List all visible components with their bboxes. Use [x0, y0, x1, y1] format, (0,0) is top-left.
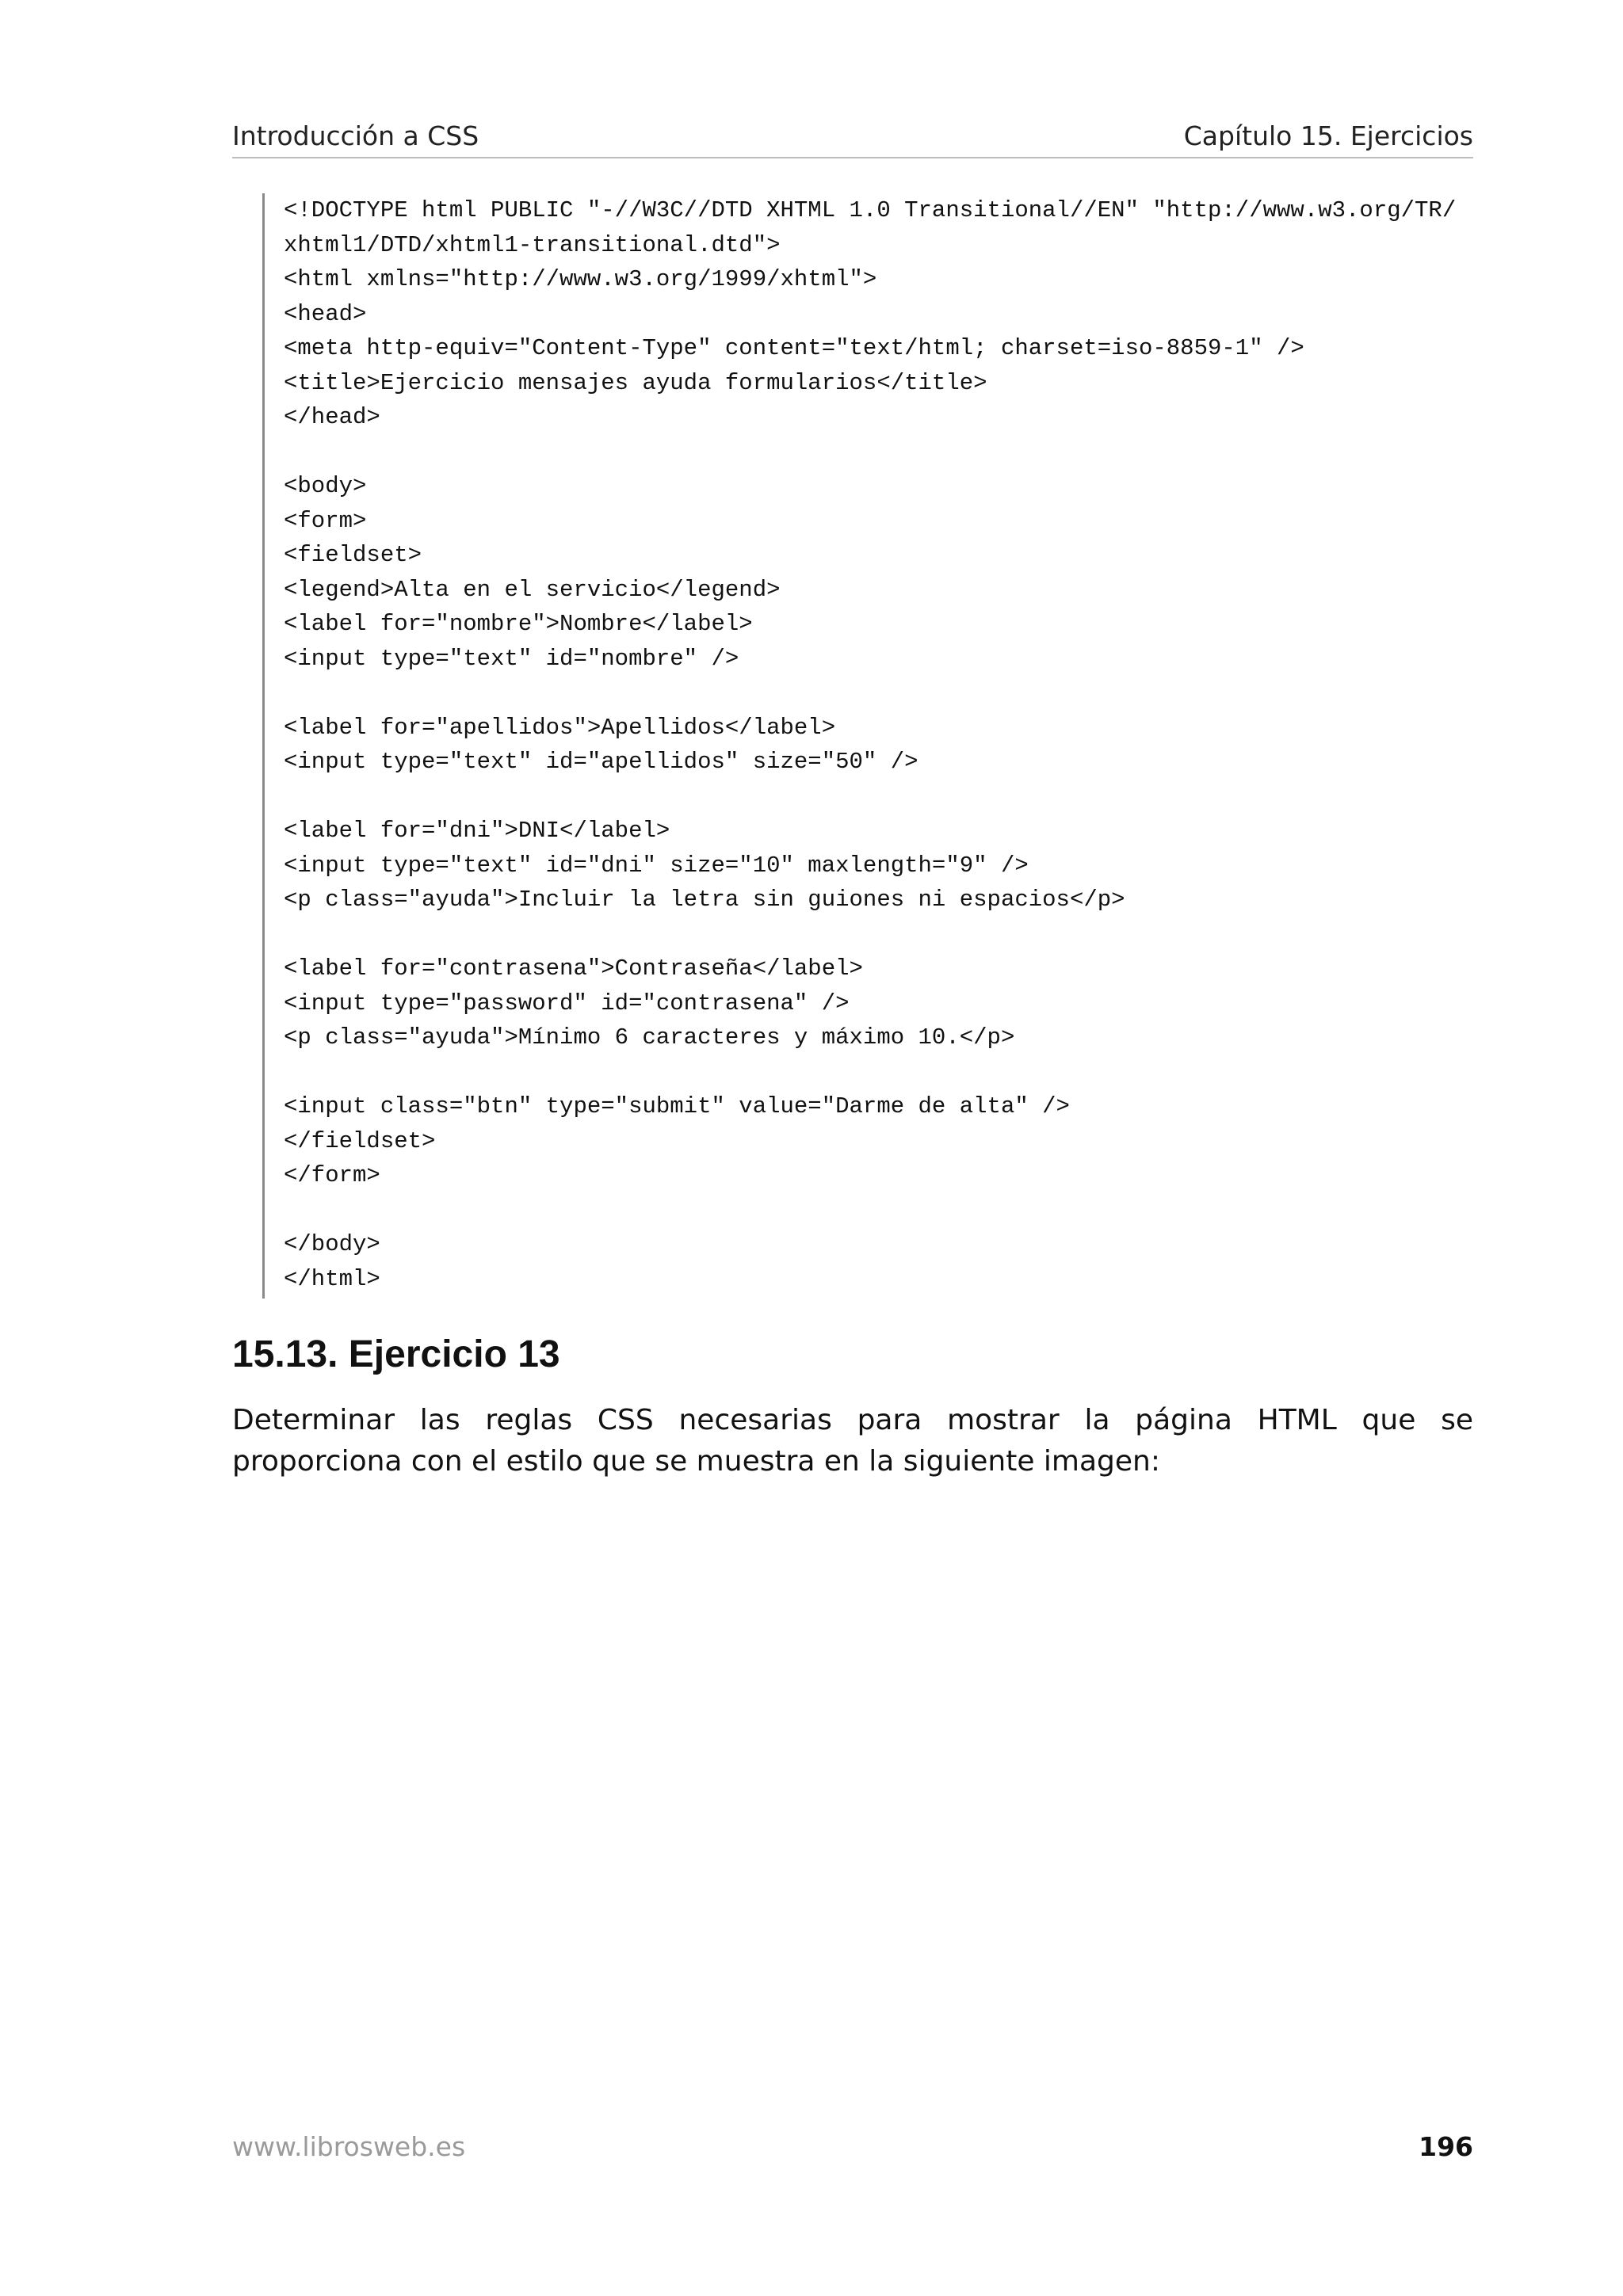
code-line: <label for="apellidos">Apellidos</label> [284, 714, 836, 741]
page-header [232, 116, 1473, 158]
code-line: <input type="text" id="nombre" /> [284, 645, 739, 672]
code-line: <label for="nombre">Nombre</label> [284, 611, 753, 637]
code-line: <title>Ejercicio mensajes ayuda formularios</title> [284, 369, 987, 396]
code-line: <label for="contrasena">Contraseña</label> [284, 955, 863, 982]
code-line: <input class="btn" type="submit" value="Darme de alta" /> [284, 1093, 1070, 1119]
header-book-title: Introducción a CSS [232, 120, 479, 151]
code-line: xhtml1/DTD/xhtml1-transitional.dtd"> [284, 231, 781, 258]
code-line: <body> [284, 473, 367, 499]
page-footer [232, 2128, 1473, 2166]
footer-site-link[interactable]: www.librosweb.es [232, 2131, 466, 2162]
section-body-text: Determinar las reglas CSS necesarias para mostrar la página HTML que se proporciona con el estilo que se muestra en la siguiente imagen: [232, 1404, 1473, 1478]
page-number: 196 [1419, 2131, 1473, 2162]
code-line: <legend>Alta en el servicio</legend> [284, 576, 781, 603]
code-line: <input type="text" id="dni" size="10" maxlength="9" /> [284, 852, 1029, 879]
header-chapter-title: Capítulo 15. Ejercicios [1183, 120, 1473, 151]
code-line: <form> [284, 507, 367, 534]
code-line: <fieldset> [284, 542, 422, 568]
code-line: <input type="password" id="contrasena" /> [284, 990, 850, 1016]
code-line: </body> [284, 1231, 380, 1257]
code-listing [265, 193, 1473, 1296]
code-line: <label for="dni">DNI</label> [284, 818, 670, 844]
code-line: <p class="ayuda">Incluir la letra sin guiones ni espacios</p> [284, 887, 1125, 913]
code-line: <meta http-equiv="Content-Type" content="text/html; charset=iso-8859-1" /> [284, 335, 1304, 361]
code-line: <html xmlns="http://www.w3.org/1999/xhtml"> [284, 266, 877, 292]
code-line: <head> [284, 300, 367, 327]
code-line: </head> [284, 404, 380, 430]
code-line: <p class="ayuda">Mínimo 6 caracteres y máximo 10.</p> [284, 1024, 1015, 1051]
code-line: <!DOCTYPE html PUBLIC "-//W3C//DTD XHTML 1.0 Transitional//EN" "http://www.w3.org/TR/ [284, 197, 1457, 223]
code-line: <input type="text" id="apellidos" size="50" /> [284, 749, 918, 775]
code-block [262, 193, 1473, 1299]
code-line: </fieldset> [284, 1127, 436, 1154]
code-line: </html> [284, 1265, 380, 1292]
section-title: 15.13. Ejercicio 13 [232, 1333, 560, 1375]
code-line: </form> [284, 1162, 380, 1188]
